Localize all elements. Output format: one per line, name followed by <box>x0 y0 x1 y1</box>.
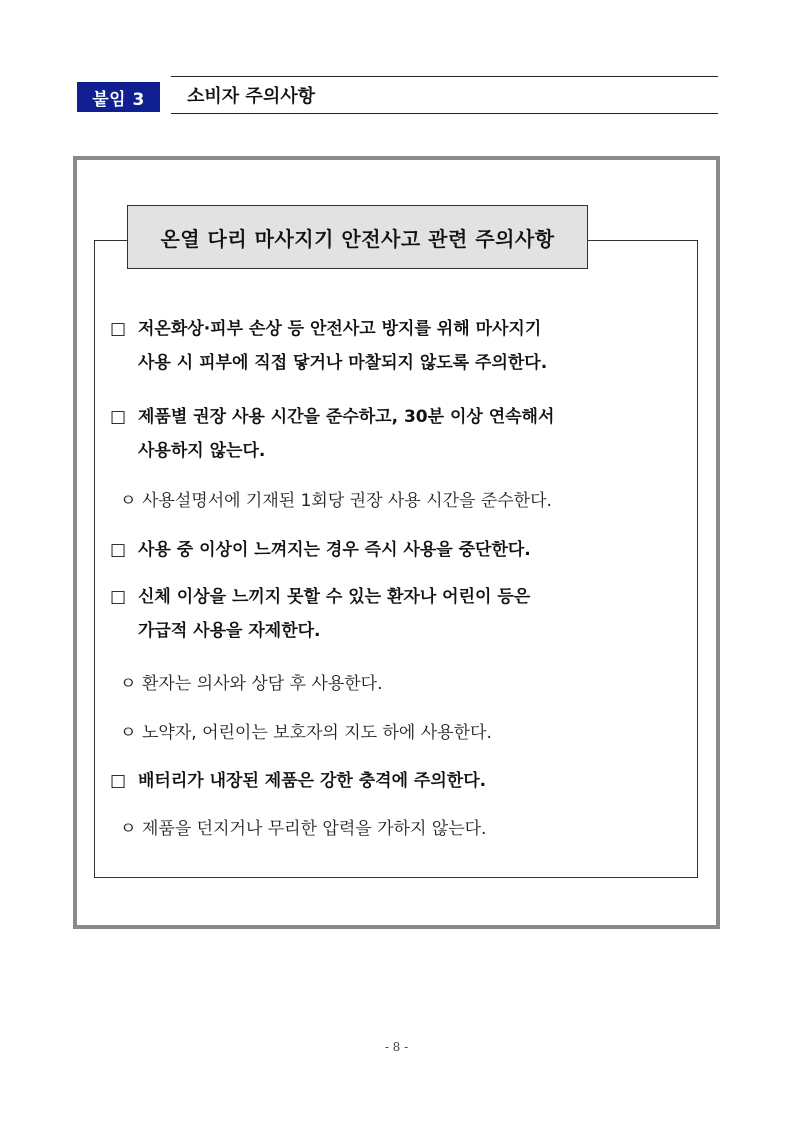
item-text: 배터리가 내장된 제품은 강한 충격에 주의한다. <box>138 771 487 791</box>
appendix-badge: 붙임 3 <box>77 82 160 112</box>
circle-marker: ㅇ <box>120 819 137 839</box>
item-text-continued: 가급적 사용을 자제한다. <box>138 621 321 641</box>
circle-marker: ㅇ <box>120 723 137 743</box>
sub-list-item <box>120 667 690 701</box>
checkbox-marker: □ <box>110 319 127 339</box>
checkbox-marker: □ <box>110 540 127 560</box>
appendix-header <box>77 76 718 114</box>
item-text: 사용 중 이상이 느껴지는 경우 즉시 사용을 중단한다. <box>138 540 531 560</box>
sub-list-item <box>120 812 690 846</box>
list-item <box>110 400 680 468</box>
item-text: 신체 이상을 느끼지 못할 수 있는 환자나 어린이 등은 <box>138 587 531 607</box>
box-title: 온열 다리 마사지기 안전사고 관련 주의사항 <box>127 205 588 269</box>
list-item <box>110 533 680 567</box>
checkbox-marker: □ <box>110 407 127 427</box>
list-item <box>110 580 680 648</box>
circle-marker: ㅇ <box>120 491 137 511</box>
list-item <box>110 312 680 380</box>
item-text: 저온화상·피부 손상 등 안전사고 방지를 위해 마사지기 <box>138 319 542 339</box>
page-number: - 8 - <box>384 1040 409 1054</box>
checkbox-marker: □ <box>110 587 127 607</box>
item-text: 환자는 의사와 상담 후 사용한다. <box>142 674 383 694</box>
item-text-continued: 사용 시 피부에 직접 닿거나 마찰되지 않도록 주의한다. <box>138 353 548 373</box>
sub-list-item <box>120 484 690 518</box>
sub-list-item <box>120 716 690 750</box>
item-text: 노약자, 어린이는 보호자의 지도 하에 사용한다. <box>142 723 492 743</box>
checkbox-marker: □ <box>110 771 127 791</box>
header-title: 소비자 주의사항 <box>187 86 315 107</box>
header-rule-bottom <box>171 113 718 114</box>
item-text: 사용설명서에 기재된 1회당 권장 사용 시간을 준수한다. <box>142 491 552 511</box>
item-text: 제품별 권장 사용 시간을 준수하고, 30분 이상 연속해서 <box>138 407 555 427</box>
list-item <box>110 764 680 798</box>
item-text-continued: 사용하지 않는다. <box>138 441 266 461</box>
circle-marker: ㅇ <box>120 674 137 694</box>
header-rule-top <box>171 76 718 77</box>
item-text: 제품을 던지거나 무리한 압력을 가하지 않는다. <box>142 819 487 839</box>
